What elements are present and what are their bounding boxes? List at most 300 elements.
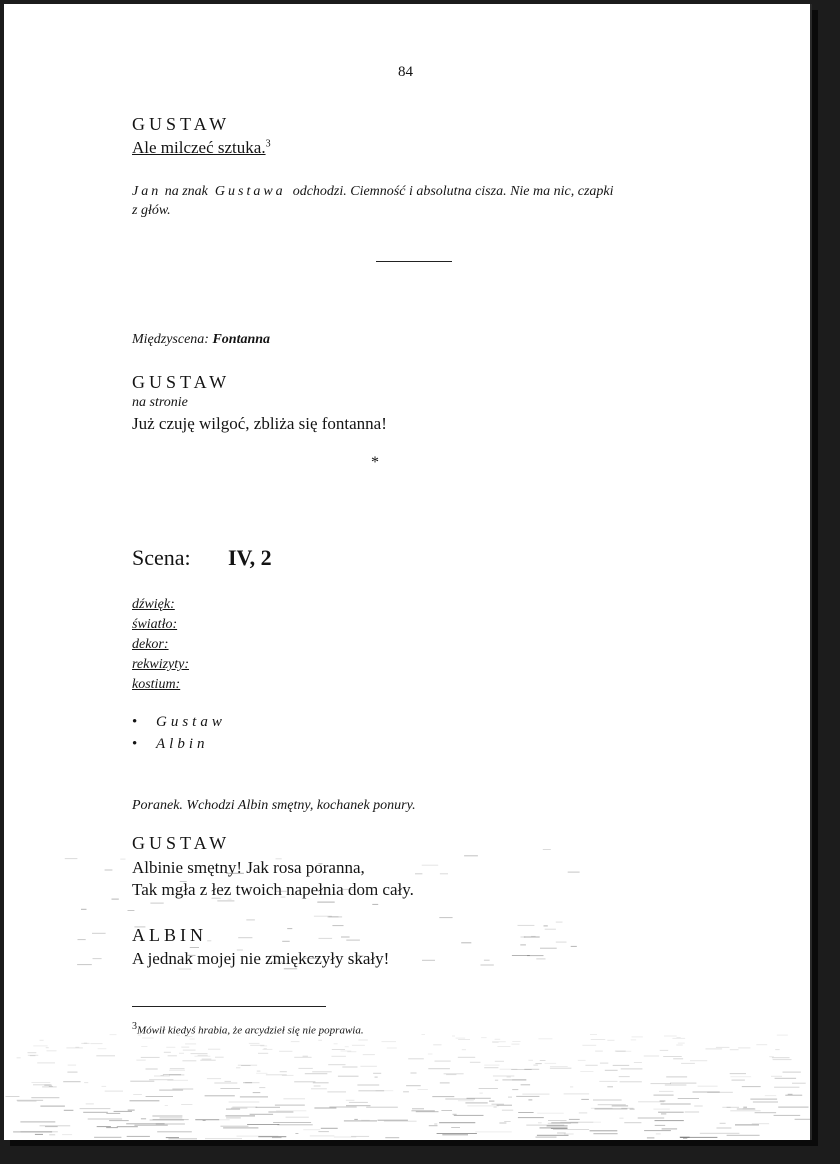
scan-artifact (45, 1126, 58, 1127)
scan-artifact (294, 1081, 315, 1082)
scan-artifact (313, 1082, 329, 1083)
scan-artifact (434, 1124, 437, 1125)
scan-artifact (226, 873, 244, 874)
scan-artifact (661, 1113, 666, 1114)
scan-artifact (677, 1037, 681, 1038)
scan-artifact (429, 1125, 438, 1126)
scan-artifact (593, 1133, 617, 1134)
scan-artifact (109, 1120, 129, 1121)
scan-artifact (268, 1112, 293, 1113)
scan-artifact (659, 1091, 673, 1092)
scan-artifact (185, 1043, 196, 1044)
scan-artifact (332, 1056, 346, 1057)
scan-artifact (571, 946, 577, 947)
scan-artifact (341, 937, 350, 938)
field-sound: dźwięk: (132, 597, 175, 612)
scan-artifact (630, 1109, 635, 1110)
scan-artifact (550, 1066, 568, 1067)
scan-artifact (207, 1078, 221, 1079)
scan-artifact (467, 1105, 499, 1106)
scan-artifact (557, 1133, 566, 1134)
scan-artifact (512, 1089, 518, 1090)
footnote-number: 3 (132, 1021, 137, 1032)
scan-artifact (446, 1074, 456, 1075)
scan-artifact (497, 1046, 510, 1047)
speaker-name: GUSTAW (132, 833, 231, 853)
scan-artifact (328, 1064, 345, 1065)
scan-artifact (106, 1113, 120, 1114)
scan-artifact (232, 1107, 257, 1108)
stage-direction: Poranek. Wchodzi Albin smętny, kochanek ponury. (132, 798, 416, 813)
scan-artifact (221, 1126, 249, 1127)
scan-artifact (112, 899, 119, 900)
scan-artifact (332, 925, 343, 926)
scan-artifact (551, 1128, 568, 1129)
scan-artifact (152, 1116, 182, 1117)
scan-artifact (494, 1107, 497, 1108)
scan-artifact (502, 1079, 526, 1080)
scan-artifact (190, 947, 199, 948)
scan-artifact (280, 1071, 287, 1072)
scan-artifact (593, 1100, 622, 1101)
scan-artifact (533, 1065, 538, 1066)
scan-artifact (215, 1057, 224, 1058)
scan-artifact (97, 1126, 111, 1127)
dialogue-text: Ale milczeć sztuka. (132, 138, 266, 157)
scan-artifact (236, 1067, 240, 1068)
scan-artifact (384, 1121, 417, 1122)
scan-artifact (382, 1041, 397, 1042)
scan-artifact (560, 1122, 593, 1123)
scan-artifact (334, 1043, 338, 1044)
scan-artifact (344, 1120, 377, 1121)
scan-artifact (452, 1036, 455, 1037)
document-page (4, 4, 812, 1140)
cast-name: Albin (156, 736, 209, 752)
scan-artifact (756, 1044, 767, 1045)
scan-artifact (178, 969, 191, 970)
scan-artifact (305, 1073, 328, 1074)
scan-artifact (638, 1101, 664, 1102)
scan-artifact (769, 1056, 774, 1057)
scan-artifact (94, 1137, 121, 1138)
dialogue-line: A jednak mojej nie zmiękczyły skały! (132, 949, 390, 968)
scan-artifact (516, 1096, 539, 1097)
scan-artifact (205, 1095, 235, 1096)
scan-artifact (564, 1093, 590, 1094)
character-name-jan: Jan (132, 184, 162, 199)
scan-artifact (160, 1117, 183, 1118)
scan-artifact (279, 1051, 292, 1052)
scan-artifact (422, 960, 435, 961)
scan-artifact (672, 1038, 685, 1039)
scan-artifact (354, 1119, 358, 1120)
scan-artifact (106, 1127, 118, 1128)
field-costume: kostium: (132, 677, 181, 692)
scan-artifact (599, 1081, 617, 1082)
scan-artifact (590, 1130, 618, 1131)
scan-artifact (765, 1095, 776, 1096)
scan-artifact (258, 1053, 268, 1054)
scan-artifact (49, 1086, 53, 1087)
scan-artifact (329, 1107, 356, 1108)
scan-artifact (286, 1117, 309, 1118)
scan-artifact (772, 1057, 790, 1058)
scan-artifact (98, 1048, 107, 1049)
scan-artifact (276, 891, 287, 892)
scan-artifact (220, 1088, 240, 1089)
scan-artifact (755, 1112, 777, 1113)
scan-artifact (276, 1110, 306, 1111)
scan-artifact (545, 1063, 557, 1064)
scan-artifact (128, 1110, 135, 1111)
scan-artifact (777, 1035, 788, 1036)
scan-artifact (96, 1055, 115, 1056)
scan-artifact (536, 958, 545, 959)
scan-artifact (727, 1107, 739, 1108)
scan-artifact (556, 922, 563, 923)
scan-artifact (258, 1136, 286, 1137)
scan-artifact (312, 1071, 332, 1072)
scan-artifact (120, 859, 125, 860)
dialogue-line: Tak mgła z łez twoich napełnia dom cały. (132, 880, 414, 899)
scan-artifact (346, 1100, 355, 1101)
scan-artifact (287, 928, 292, 929)
scan-artifact (481, 1037, 487, 1038)
scan-artifact (661, 1104, 691, 1105)
scan-artifact (660, 1050, 669, 1051)
scan-artifact (720, 1123, 726, 1124)
scan-artifact (373, 1073, 381, 1074)
scan-artifact (214, 1083, 237, 1084)
scan-artifact (67, 1072, 77, 1073)
scan-artifact (670, 1083, 696, 1084)
scan-artifact (141, 1046, 147, 1047)
scan-artifact (345, 1046, 349, 1047)
scan-artifact (518, 1112, 533, 1113)
scan-artifact (607, 1040, 614, 1041)
scan-artifact (226, 1117, 241, 1118)
scan-artifact (270, 962, 284, 963)
scan-artifact (752, 1123, 769, 1124)
scan-artifact (318, 1131, 329, 1132)
scan-artifact (273, 1122, 311, 1123)
scan-artifact (130, 1081, 154, 1082)
scan-artifact (454, 1115, 484, 1116)
scan-artifact (654, 1095, 674, 1096)
scan-artifact (249, 1043, 260, 1044)
scan-artifact (327, 1091, 346, 1092)
scan-artifact (181, 1047, 189, 1048)
scan-artifact (276, 858, 282, 859)
scan-artifact (568, 872, 580, 873)
scan-artifact (110, 1034, 117, 1035)
scan-artifact (150, 903, 163, 904)
scan-artifact (341, 1051, 352, 1052)
scan-artifact (403, 1091, 409, 1092)
scan-artifact (620, 1081, 642, 1082)
scan-artifact (730, 1073, 746, 1074)
scan-artifact (495, 1080, 498, 1081)
scan-artifact (358, 1040, 368, 1041)
scan-artifact (272, 1137, 282, 1138)
scan-artifact (361, 1120, 370, 1121)
bullet-icon: • (132, 714, 142, 730)
scan-artifact (411, 1110, 434, 1111)
scan-artifact (582, 1045, 596, 1046)
scan-artifact (673, 1058, 683, 1059)
scan-artifact (226, 1109, 240, 1110)
scan-artifact (257, 1071, 261, 1072)
scan-artifact (492, 1042, 498, 1043)
scan-artifact (159, 1090, 183, 1091)
scan-artifact (464, 855, 478, 856)
scan-artifact (439, 917, 452, 918)
scan-artifact (275, 1105, 305, 1106)
scan-artifact (134, 926, 145, 927)
scan-artifact (528, 1060, 533, 1061)
scan-artifact (428, 1068, 450, 1069)
scan-artifact (303, 1056, 308, 1057)
scan-artifact (408, 1058, 424, 1059)
scan-artifact (80, 1108, 111, 1109)
scan-artifact (357, 1085, 379, 1086)
scan-artifact (418, 1089, 428, 1090)
scan-artifact (295, 1133, 298, 1134)
scan-artifact (167, 1080, 188, 1081)
scan-artifact (538, 1122, 542, 1123)
scan-artifact (504, 1121, 510, 1122)
scan-artifact (247, 1124, 279, 1125)
scan-artifact (507, 1077, 511, 1078)
scan-artifact (179, 1053, 184, 1054)
scan-artifact (231, 1108, 248, 1109)
scan-artifact (774, 1115, 801, 1116)
scan-artifact (662, 1128, 678, 1129)
scan-artifact (30, 1055, 36, 1056)
scan-artifact (282, 941, 290, 942)
scan-artifact (47, 1050, 57, 1051)
scan-artifact (130, 1100, 160, 1101)
scan-artifact (259, 1087, 265, 1088)
scan-artifact (750, 1099, 777, 1100)
scan-artifact (186, 955, 195, 956)
scan-artifact (518, 925, 535, 926)
scan-artifact (462, 1049, 466, 1050)
scan-artifact (376, 1090, 394, 1091)
scan-artifact (291, 1041, 300, 1042)
scan-artifact (632, 1036, 643, 1037)
scan-artifact (317, 902, 334, 903)
scan-artifact (595, 1051, 603, 1052)
scan-artifact (743, 1108, 755, 1109)
scan-artifact (678, 1043, 685, 1044)
scan-artifact (163, 1074, 181, 1075)
scan-artifact (264, 1048, 267, 1049)
stage-text: na znak (164, 184, 208, 199)
scan-artifact (499, 1123, 506, 1124)
scan-artifact (127, 1136, 150, 1137)
scan-artifact (277, 1124, 312, 1125)
scan-artifact (321, 1128, 338, 1129)
scan-artifact (538, 1038, 552, 1039)
scan-artifact (226, 1115, 256, 1116)
scan-artifact (351, 1136, 369, 1137)
scan-artifact (166, 1047, 175, 1048)
scan-artifact (528, 1099, 532, 1100)
scan-artifact (738, 1047, 750, 1048)
field-light: światło: (132, 617, 178, 632)
scan-artifact (644, 1130, 671, 1131)
scan-artifact (624, 1122, 641, 1123)
scan-artifact (792, 1083, 806, 1084)
scan-artifact (570, 1086, 573, 1087)
scan-artifact (590, 1034, 597, 1035)
scan-artifact (616, 1051, 631, 1052)
speaker-name: ALBIN (132, 925, 207, 945)
scan-artifact (372, 904, 378, 905)
stage-text: odchodzi. Ciemność i absolutna cisza. Nie ma nic, czapki (292, 184, 614, 199)
scan-artifact (84, 1082, 88, 1083)
scan-artifact (683, 1138, 687, 1139)
scan-artifact (520, 944, 526, 945)
scan-artifact (470, 1062, 481, 1063)
scan-artifact (775, 1049, 779, 1050)
scan-artifact (271, 955, 278, 956)
scan-artifact (318, 863, 322, 864)
scan-artifact (663, 1056, 682, 1057)
scan-artifact (266, 1074, 287, 1075)
footnote-text: Mówił kiedyś hrabia, że arcydzieł się nie poprawia. (137, 1024, 364, 1037)
scan-artifact (346, 1105, 371, 1106)
scan-artifact (177, 1035, 180, 1036)
scan-artifact (666, 1076, 687, 1077)
scan-artifact (81, 909, 87, 910)
scan-artifact (191, 1053, 208, 1054)
scan-artifact (318, 1040, 322, 1041)
scan-artifact (240, 1096, 268, 1097)
scan-artifact (644, 1056, 659, 1057)
scan-artifact (536, 1137, 557, 1138)
scan-artifact (605, 1070, 618, 1071)
scan-artifact (338, 1076, 359, 1077)
scan-artifact (298, 1068, 312, 1069)
scan-artifact (406, 1085, 421, 1086)
scan-artifact (205, 1138, 242, 1139)
scan-artifact (655, 1125, 666, 1126)
interlude-title: Fontanna (212, 332, 271, 347)
scan-artifact (195, 1119, 219, 1120)
scan-artifact (658, 1112, 684, 1113)
scan-artifact (83, 1112, 108, 1113)
scan-artifact (521, 1084, 531, 1085)
scan-artifact (141, 1057, 160, 1058)
scan-artifact (202, 1059, 212, 1060)
scan-artifact (183, 1050, 196, 1051)
scan-artifact (634, 1062, 642, 1063)
scan-artifact (579, 1112, 587, 1113)
scan-artifact (535, 1063, 541, 1064)
interlude-label: Międzyscena: (132, 332, 209, 347)
scan-artifact (153, 1119, 189, 1120)
scan-artifact (6, 1096, 20, 1097)
scan-artifact (735, 1124, 759, 1125)
scan-artifact (66, 1047, 83, 1048)
field-props: rekwizyty: (132, 657, 190, 672)
scan-artifact (170, 1068, 185, 1069)
scan-artifact (168, 1138, 197, 1139)
scan-artifact (90, 1043, 102, 1044)
scan-artifact (500, 1069, 518, 1070)
scan-artifact (314, 1108, 336, 1109)
scan-artifact (310, 1135, 335, 1136)
scan-artifact (198, 1055, 208, 1056)
scan-artifact (146, 1069, 158, 1070)
scan-artifact (743, 1107, 747, 1108)
scan-artifact (435, 1061, 451, 1062)
scan-artifact (564, 1134, 574, 1135)
scan-artifact (246, 919, 255, 920)
scene-label: Scena: (132, 545, 191, 570)
scan-artifact (228, 899, 232, 900)
character-name-gustawa: Gustawa (214, 184, 286, 199)
field-set: dekor: (132, 637, 169, 652)
scan-artifact (88, 1119, 122, 1120)
scan-artifact (783, 1072, 801, 1073)
scan-artifact (346, 940, 360, 941)
scan-artifact (690, 1060, 707, 1061)
scan-artifact (422, 865, 439, 866)
scan-artifact (31, 1097, 59, 1098)
scan-artifact (540, 1060, 546, 1061)
scan-artifact (678, 1098, 699, 1099)
scan-artifact (619, 1076, 630, 1077)
scan-artifact (665, 1085, 687, 1086)
scan-artifact (136, 1060, 145, 1061)
scan-artifact (63, 1081, 80, 1082)
scan-artifact (366, 1107, 398, 1108)
scan-artifact (607, 1086, 613, 1087)
scan-artifact (281, 897, 286, 898)
scan-artifact (621, 1068, 643, 1069)
scan-artifact (142, 1038, 153, 1039)
scan-artifact (349, 1102, 368, 1103)
scan-artifact (105, 870, 113, 871)
footnote-reference: 3 (265, 138, 271, 150)
scan-artifact (92, 933, 106, 934)
scan-artifact (544, 925, 548, 926)
scan-artifact (578, 1060, 586, 1061)
scan-artifact (416, 1111, 439, 1112)
scan-artifact (62, 1134, 72, 1135)
scan-artifact (730, 1110, 760, 1111)
scan-artifact (68, 1065, 76, 1066)
scan-artifact (77, 964, 92, 965)
scan-artifact (511, 1044, 519, 1045)
scan-artifact (612, 1105, 628, 1106)
scan-artifact (481, 965, 494, 966)
scan-artifact (716, 1047, 730, 1048)
scan-artifact (180, 881, 187, 882)
scan-artifact (598, 1104, 626, 1105)
scan-artifact (185, 1036, 193, 1037)
scan-artifact (341, 889, 354, 890)
scan-artifact (126, 1123, 164, 1124)
scan-artifact (433, 1044, 441, 1045)
scan-artifact (352, 1045, 365, 1046)
scan-artifact (480, 1093, 483, 1094)
scan-artifact (465, 1102, 487, 1103)
